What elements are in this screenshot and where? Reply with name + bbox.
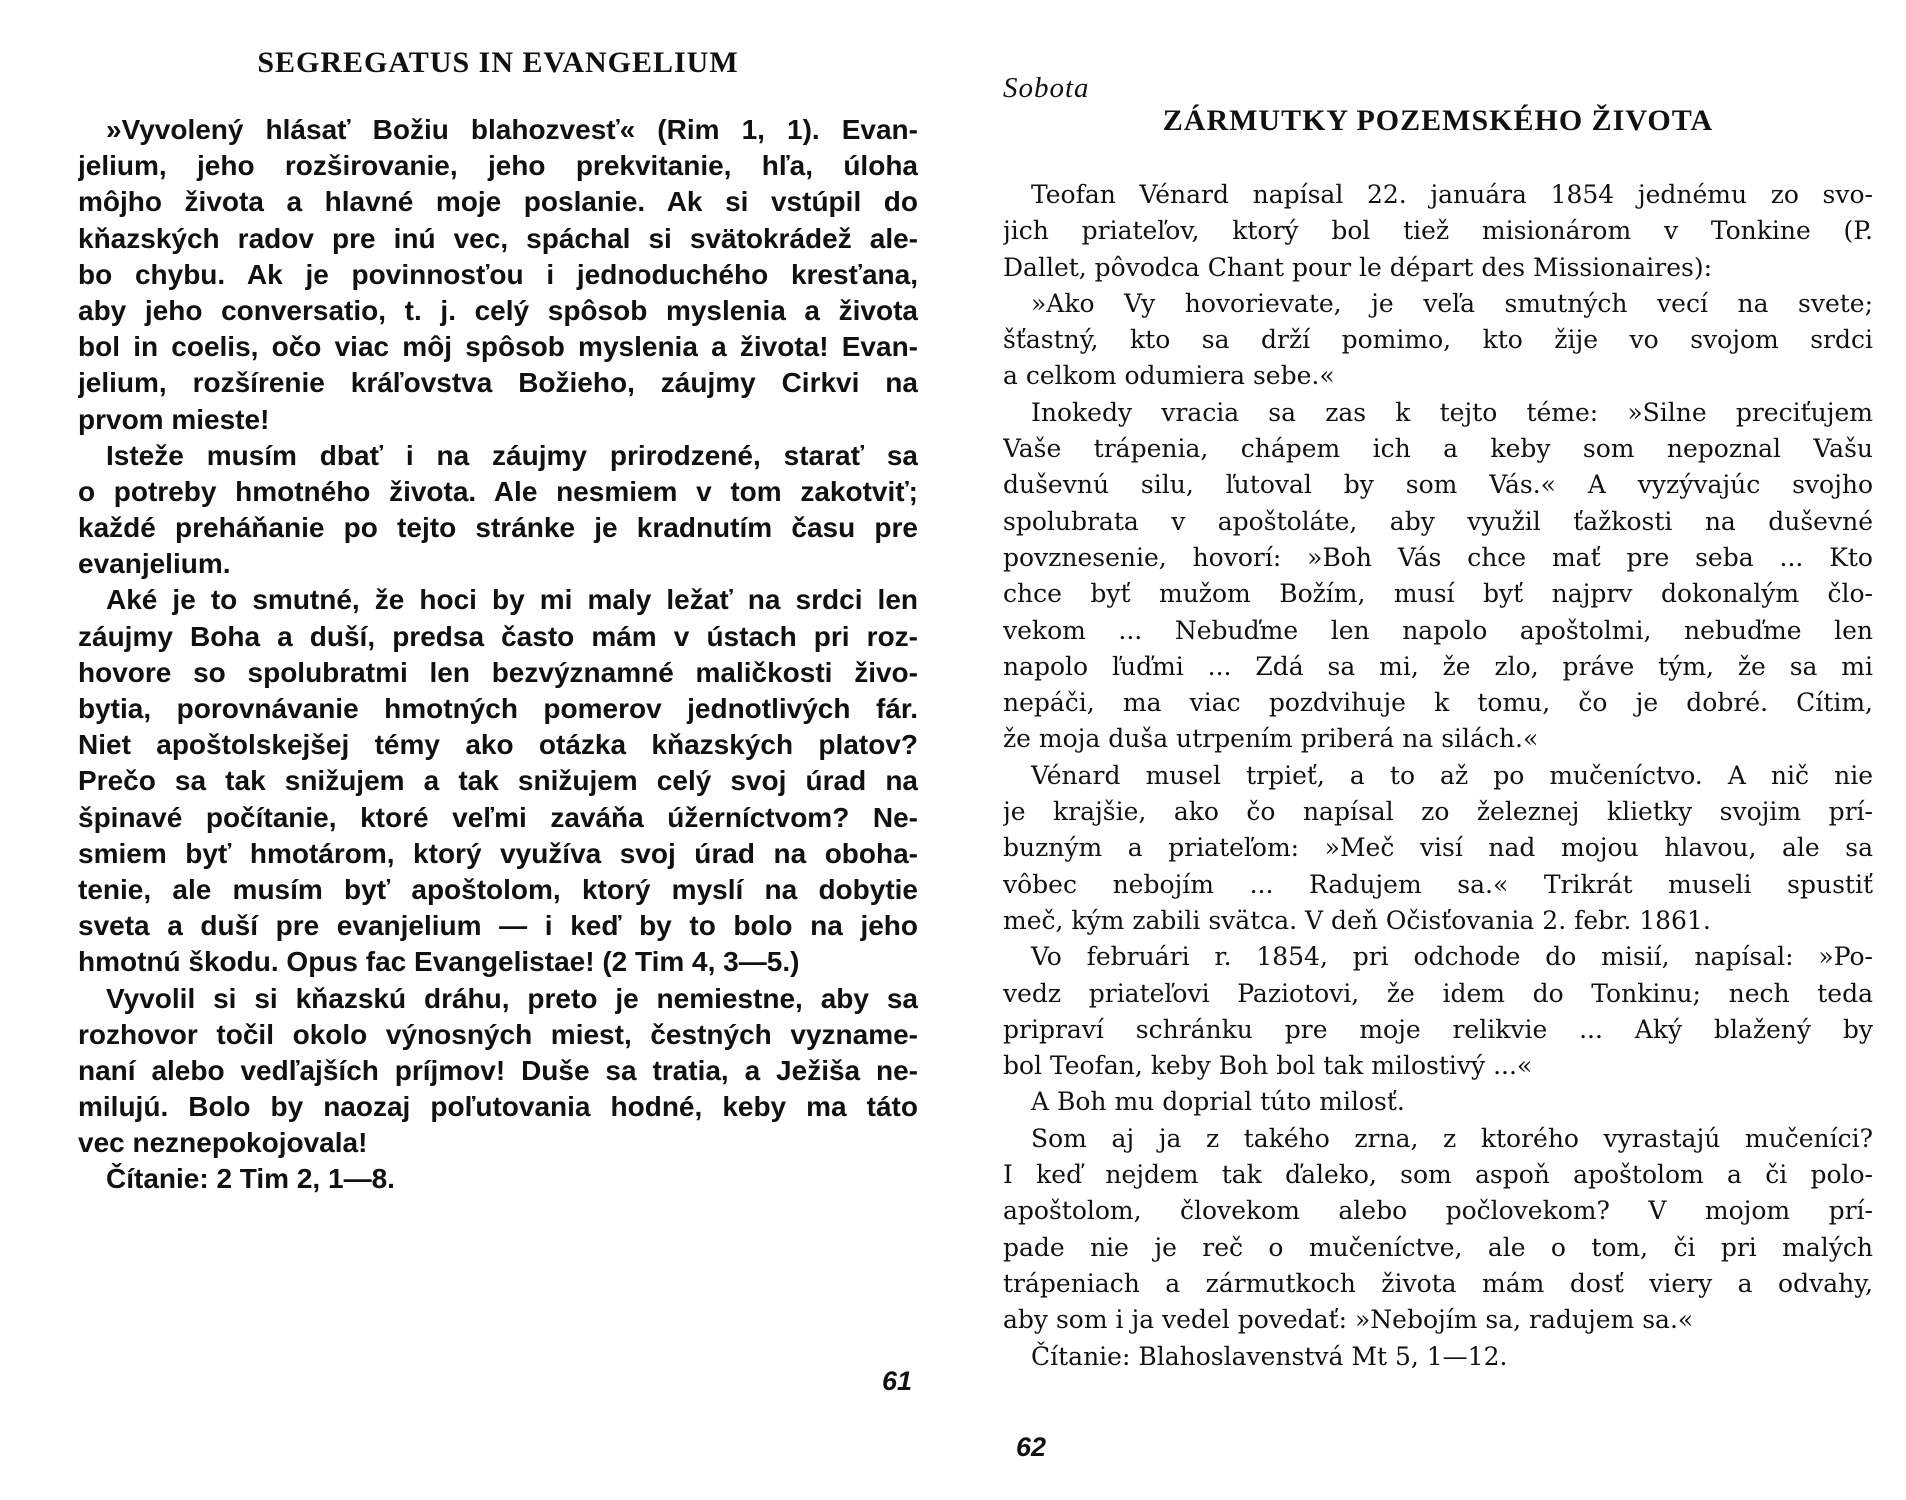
left-page-text-line: sveta a duší pre evanjelium — i keď by to bolo na jeho	[78, 910, 918, 942]
left-page-paragraph	[78, 981, 918, 1162]
right-page-text-line: vekom ... Nebuďme len napolo apoštolmi, nebuďme len	[1003, 615, 1873, 645]
right-page-title: ZÁRMUTKY POZEMSKÉHO ŽIVOTA	[1162, 104, 1714, 137]
left-page	[78, 0, 918, 1500]
right-page-day-label: Sobota	[1003, 72, 1090, 104]
right-page-text-line: jich priateľov, ktorý bol tiež misionárom v Tonkine (P.	[1003, 216, 1873, 246]
right-page-text-line: šťastný, kto sa drží pomimo, kto žije vo svojom srdci	[1003, 325, 1873, 355]
right-page-text-line: trápeniach a zármutkoch života mám dosť viery a odvahy,	[1003, 1268, 1873, 1298]
right-page-text-line: I keď nejdem tak ďaleko, som aspoň apoštolom a či polo-	[1003, 1160, 1873, 1190]
left-page-text-line: kňazských radov pre inú vec, spáchal si svätokrádež ale-	[78, 222, 918, 254]
left-page-text-line: Niet apoštolskejšej témy ako otázka kňazských platov?	[78, 729, 918, 761]
left-page-text-line: o potreby hmotného života. Ale nesmiem v tom zakotviť;	[78, 475, 918, 507]
left-page-text-line: rozhovor točil okolo výnosných miest, čestných vyzname-	[78, 1018, 918, 1050]
right-page-text-line: Vaše trápenia, chápem ich a keby som nepoznal Vašu	[1003, 434, 1873, 464]
right-page-text-line: Čítanie: Blahoslavenstvá Mt 5, 1—12.	[1031, 1341, 1508, 1371]
left-page-text-line: »Vyvolený hlásať Božiu blahozvesť« (Rim 1, 1). Evan-	[106, 114, 918, 145]
right-page-paragraph	[1003, 177, 1873, 286]
right-page-text-line: chce byť mužom Božím, musí byť najprv dokonalým člo-	[1003, 579, 1873, 609]
left-page-text-line: jelium, jeho rozširovanie, jeho prekvitanie, hľa, úloha	[78, 150, 918, 182]
right-page-text-line: Dallet, pôvodca Chant pour le départ des Missionaires):	[1003, 252, 1713, 282]
right-page-text-line: Vo februári r. 1854, pri odchode do misií, napísal: »Po-	[1031, 942, 1873, 972]
right-page	[1003, 0, 1873, 1500]
left-page-paragraph	[78, 582, 918, 980]
right-page-text-line: aby som i ja vedel povedať: »Nebojím sa, radujem sa.«	[1003, 1305, 1694, 1335]
left-page-text-line: Čítanie: 2 Tim 2, 1—8.	[106, 1163, 395, 1195]
right-page-paragraph	[1003, 1084, 1873, 1120]
right-page-text-line: apoštolom, človekom alebo počlovekom? V mojom prí-	[1003, 1196, 1873, 1226]
left-page-text-line: bytia, porovnávanie hmotných pomerov jednotlivých fár.	[78, 693, 918, 724]
left-page-text-line: každé preháňanie po tejto stránke je kradnutím času pre	[78, 512, 918, 544]
right-page-text-line: spolubrata v apoštoláte, aby využil ťažkosti na duševné	[1003, 506, 1873, 536]
right-page-paragraph	[1003, 758, 1873, 939]
right-page-paragraph	[1003, 395, 1873, 758]
left-page-text-line: vec neznepokojovala!	[78, 1127, 368, 1159]
right-page-text-line: je krajšie, ako čo napísal zo železnej klietky svojim prí-	[1003, 797, 1873, 827]
right-page-body	[1003, 177, 1873, 1375]
left-page-text-line: tenie, ale musím byť apoštolom, ktorý myslí na dobytie	[78, 873, 918, 905]
right-page-text-line: Som aj ja z takého zrna, z ktorého vyrastajú mučeníci?	[1031, 1123, 1873, 1153]
right-page-paragraph	[1003, 939, 1873, 1084]
right-page-text-line: pade nie je reč o mučeníctve, ale o tom, či pri malých	[1003, 1232, 1873, 1262]
right-page-text-line: Inokedy vracia sa zas k tejto téme: »Silne preciťujem	[1031, 397, 1873, 427]
left-page-text-line: Aké je to smutné, že hoci by mi maly ležať na srdci len	[106, 584, 918, 616]
right-page-paragraph	[1003, 1121, 1873, 1339]
left-page-text-line: hovore so spolubratmi len bezvýznamné maličkosti živo-	[78, 656, 918, 688]
right-page-text-line: Teofan Vénard napísal 22. januára 1854 jednému zo svo-	[1031, 180, 1873, 209]
left-page-text-line: evanjelium.	[78, 548, 231, 580]
right-page-text-line: A Boh mu doprial túto milosť.	[1031, 1087, 1405, 1117]
left-page-text-line: záujmy Boha a duší, predsa často mám v ústach pri roz-	[78, 620, 918, 652]
right-page-text-line: meč, kým zabili svätca. V deň Očisťovania 2. febr. 1861.	[1003, 905, 1711, 935]
left-page-text-line: Vyvolil si si kňazskú dráhu, preto je nemiestne, aby sa	[106, 982, 918, 1014]
left-page-body	[78, 112, 918, 1198]
right-page-text-line: že moja duša utrpením priberá na silách.«	[1003, 724, 1539, 754]
right-page-text-line: nepáči, ma viac pozdvihuje k tomu, čo je dobré. Cítim,	[1003, 688, 1873, 718]
left-page-text-line: smiem byť hmotárom, ktorý využíva svoj úrad na oboha-	[78, 837, 918, 869]
left-page-text-line: hmotnú škodu. Opus fac Evangelistae! (2 Tim 4, 3—5.)	[78, 946, 800, 978]
right-page-text-line: buzným a priateľom: »Meč visí nad mojou hlavou, ale sa	[1003, 833, 1873, 863]
right-page-paragraph	[1003, 1339, 1873, 1375]
left-page-text-line: bo chybu. Ak je povinnosťou i jednoduchého kresťana,	[78, 258, 918, 290]
right-page-text-line: vedz priateľovi Paziotovi, že idem do Tonkinu; nech teda	[1003, 978, 1873, 1008]
right-page-text-line: duševnú silu, ľutoval by som Vás.« A vyzývajúc svojho	[1003, 470, 1873, 500]
right-page-text-line: bol Teofan, keby Boh bol tak milostivý ...«	[1003, 1051, 1533, 1081]
left-page-text-line: jelium, rozšírenie kráľovstva Božieho, záujmy Cirkvi na	[78, 367, 918, 399]
left-page-paragraph	[78, 438, 918, 583]
right-page-text-line: napolo ľuďmi ... Zdá sa mi, že zlo, práve tým, že sa mi	[1003, 651, 1873, 681]
left-page-text-line: môjho života a hlavné moje poslanie. Ak si vstúpil do	[78, 186, 918, 218]
left-page-title: SEGREGATUS IN EVANGELIUM	[257, 46, 739, 79]
right-page-text-line: pripraví schránku pre moje relikvie ... Aký blažený by	[1003, 1014, 1873, 1044]
left-page-text-line: milujú. Bolo by naozaj poľutovania hodné, keby ma táto	[78, 1091, 918, 1123]
left-page-number: 61	[881, 1366, 912, 1396]
right-page-text-line: a celkom odumiera sebe.«	[1003, 361, 1335, 391]
left-page-text-line: prvom mieste!	[78, 403, 270, 435]
left-page-text-line: bol in coelis, očo viac môj spôsob myslenia a života! Evan-	[78, 331, 918, 363]
left-page-text-line: aby jeho conversatio, t. j. celý spôsob myslenia a života	[78, 294, 918, 326]
right-page-text-line: Vénard musel trpieť, a to až po mučeníctvo. A nič nie	[1031, 760, 1873, 790]
left-page-text-line: špinavé počítanie, ktoré veľmi zaváňa úžerníctvom? Ne-	[78, 801, 918, 833]
left-page-text-line: naní alebo vedľajších príjmov! Duše sa tratia, a Ježiša ne-	[78, 1054, 918, 1086]
left-page-text-line: Prečo sa tak snižujem a tak snižujem celý svoj úrad na	[78, 765, 918, 797]
left-page-text-line: Isteže musím dbať i na záujmy prirodzené, starať sa	[106, 439, 918, 471]
right-page-text-line: vôbec nebojím ... Radujem sa.« Trikrát museli spustiť	[1003, 869, 1873, 899]
right-page-text-line: povznesenie, hovorí: »Boh Vás chce mať pre seba ... Kto	[1003, 542, 1873, 572]
right-page-text-line: »Ako Vy hovorievate, je veľa smutných vecí na svete;	[1031, 288, 1873, 318]
right-page-number: 62	[1016, 1432, 1047, 1462]
left-page-paragraph	[78, 112, 918, 438]
left-page-paragraph	[78, 1161, 918, 1197]
right-page-paragraph	[1003, 286, 1873, 395]
